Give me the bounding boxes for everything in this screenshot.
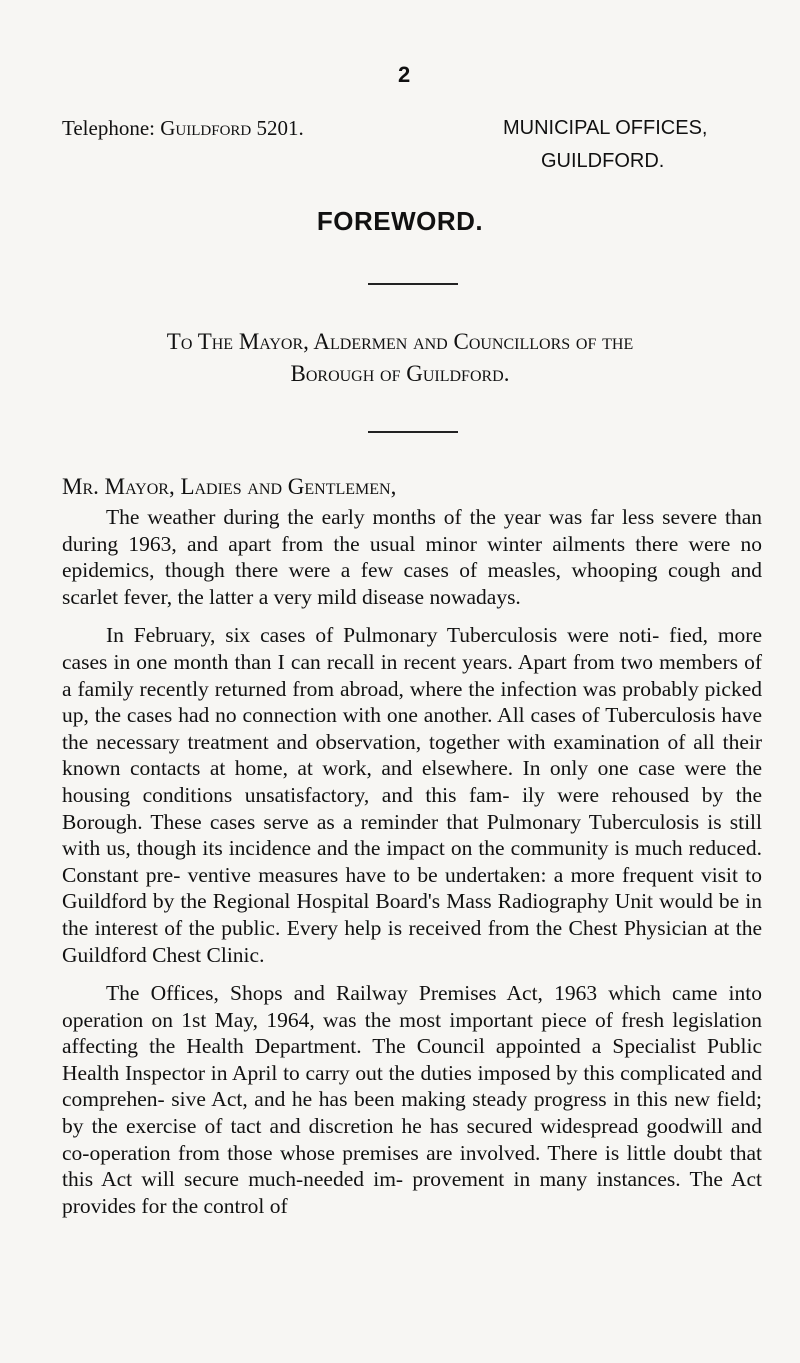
addressee-block (0, 326, 800, 390)
page-number: 2 (398, 62, 411, 87)
addressee-line-2: Borough of Guildford. (290, 361, 510, 386)
telephone-number: 5201. (256, 116, 304, 140)
telephone-line (62, 114, 304, 143)
addressee-line-1: To The Mayor, Aldermen and Councillors of the (166, 329, 634, 354)
paragraph: The Offices, Shops and Railway Premises Act, 1963 which came into operation on 1st May, 1964, was the most important piece of fresh legislation affecting the Health Department. The Council appointed a Specialist Public Health Inspector in April to carry out the duties imposed by this complicated and comprehen- sive Act, and he has been making steady progress in this new field; by the exercise of tact and discretion he has secured widespread goodwill and co-operation from those whose premises are involved. There is little doubt that this Act will secure much-needed im- provement in many instances. The Act provides for the control of (62, 981, 762, 1218)
paragraph: In February, six cases of Pulmonary Tuberculosis were noti- fied, more cases in one month than I can recall in recent years. Apart from two members of a family recently returned from abroad, where the infection was probably picked up, the cases had no connection with one another. All cases of Tuberculosis have the necessary treatment and observation, together with examination of all their known contacts at home, at work, and elsewhere. In only one case were the housing conditions unsatisfactory, and this fam- ily were rehoused by the Borough. These cases serve as a reminder that Pulmonary Tuberculosis is still with us, though its incidence and the impact on the community is much reduced. Constant pre- ventive measures have to be undertaken: a more frequent visit to Guildford by the Regional Hospital Board's Mass Radiography Unit would be in the interest of the public. Every help is received from the Chest Physician at the Guildford Chest Clinic. (62, 623, 762, 967)
salutation: Mr. Mayor, Ladies and Gentlemen, (62, 474, 397, 499)
address-line-1: MUNICIPAL OFFICES, (503, 117, 708, 139)
address-line-2: GUILDFORD. (541, 150, 665, 172)
page-title: FOREWORD. (316, 206, 484, 236)
divider-rule-bottom (368, 431, 458, 433)
paragraph: The weather during the early months of the year was far less severe than during 1963, and apart from the usual minor winter ailments there were no epidemics, though there were a few cases of measles, whooping cough and scarlet fever, the latter a very mild disease nowadays. (62, 505, 762, 609)
telephone-label: Telephone: (62, 116, 155, 140)
divider-rule-top (368, 283, 458, 285)
office-address (503, 114, 707, 175)
body-text (62, 504, 762, 1231)
telephone-exchange: Guildford (160, 116, 252, 140)
